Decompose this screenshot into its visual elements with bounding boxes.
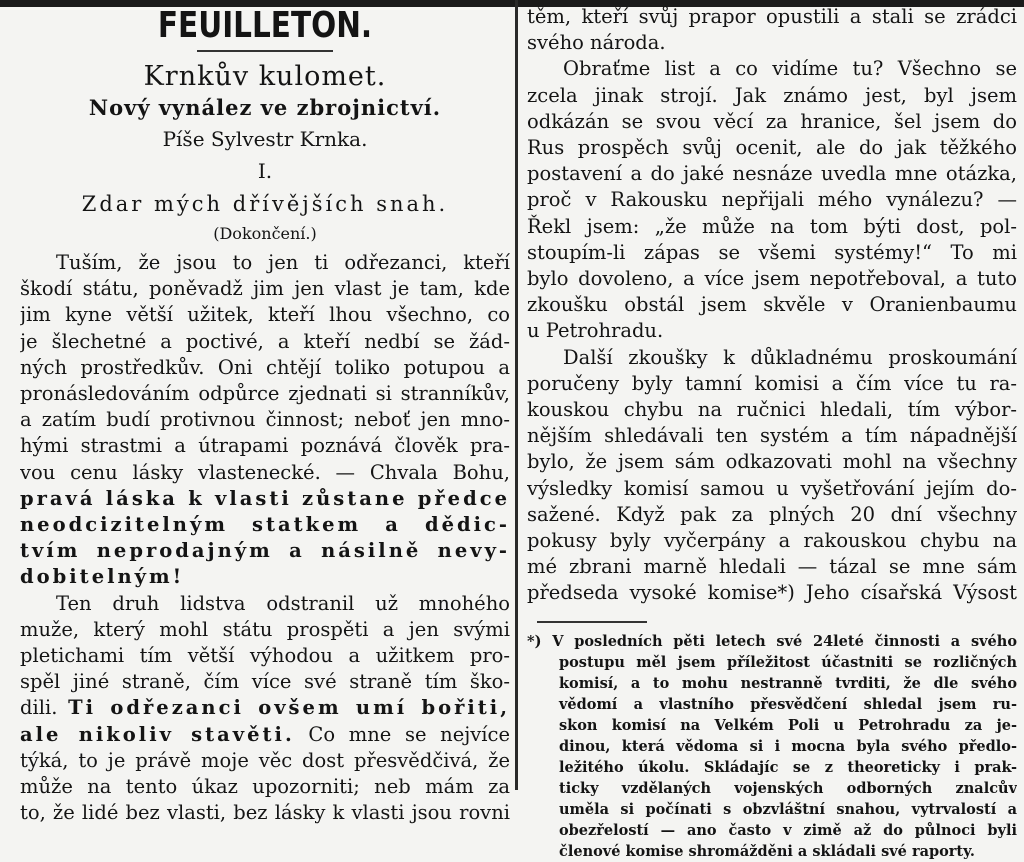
text-line: muže, který mohl státu prospěti a jen svými xyxy=(20,617,510,641)
continuation-note: (Dokončení.) xyxy=(213,224,317,243)
text-line: postavení a do jaké nesnáze uvedla mne otázka, xyxy=(527,162,1017,186)
article-author: Píše Sylvestr Krnka. xyxy=(162,127,368,151)
article-subtitle: Nový vynález ve zbrojnictví. xyxy=(88,95,442,120)
text-line: zkoušku obstál jsem skvěle v Oranienbaumu xyxy=(527,293,1017,317)
text-line: Řekl jsem: „že může na tom býti dost, pol- xyxy=(527,214,1017,238)
footnote-line: uměla si počínati s obzvláštní snahou, vytrvalostí a xyxy=(559,800,1017,818)
text-line: předseda vysoké komise*) Jeho císařská Výsost xyxy=(527,581,1017,605)
text-line: výsledky komisí samou u vyšetřování jejím do- xyxy=(527,476,1017,500)
left-column xyxy=(20,4,510,826)
text-line: nějším shledávali ten systém a tím nápadnější xyxy=(527,424,1017,448)
footnote-line: obezřelostí — ano často v zimě až do půlnoci byli xyxy=(559,821,1017,839)
emphasized-line: pravá láska k vlasti zůstane předce xyxy=(20,486,510,510)
footnote-line: skon komisí na Velkém Poli u Petrohradu za je- xyxy=(559,716,1017,734)
right-paragraph-1 xyxy=(527,56,1017,344)
text-line: Ten druh lidstva odstranil už mnohého xyxy=(56,591,510,615)
text-line: proč v Rakousku nepřijali mého vynálezu? — xyxy=(527,188,1017,212)
right-paragraph-2 xyxy=(527,345,1017,607)
footnote-line: ležitého úkolu. Skládajíc se z theoreticky i prak- xyxy=(559,758,1017,776)
text-line: škodí státu, poněvadž jim jen vlast je tam, kde xyxy=(20,277,510,301)
right-paragraph-0 xyxy=(527,4,1017,56)
text-line: stoupím-li zápas se všemi systémy!“ To mi xyxy=(527,240,1017,264)
mixed-line xyxy=(20,695,510,721)
left-paragraph-2 xyxy=(20,591,510,827)
footnote-rule xyxy=(537,621,647,623)
text-line: může na tento úkaz upozorniti; neb mám za xyxy=(20,775,510,799)
text-line: a zatím budí protivnou činnost; neboť jen mno- xyxy=(20,408,510,432)
emphasized-fragment: ale nikoliv stavěti. xyxy=(20,722,295,746)
footnote xyxy=(527,631,1017,862)
emphasized-line: dobitelným! xyxy=(20,565,185,589)
chapter-number: I. xyxy=(257,159,273,183)
text-line: kouskou chybu na ručnici hledali, tím výbor- xyxy=(527,398,1017,422)
emphasized-line: neodcizitelným statkem a dědic- xyxy=(20,513,510,537)
text-line: bylo, že jsem sám odkazovati mohl na všechny xyxy=(527,450,1017,474)
text-line: odkázán se svou věcí za hranice, šel jsem do xyxy=(527,109,1017,133)
text-line: pletichami tím větší výhodou a užitkem pro- xyxy=(20,644,510,668)
section-heading: FEUILLETON. xyxy=(157,5,373,46)
emphasized-fragment: Ti odřezanci ovšem umí bořiti, xyxy=(68,696,510,720)
text-line: bylo dovoleno, a více jsem nepotřeboval, a tuto xyxy=(527,267,1017,291)
text-line: sažené. Když pak za plných 20 dní všechny xyxy=(527,502,1017,526)
footnote-line: ticky vzdělaných vojenských odborných znalcův xyxy=(559,779,1017,797)
text-line: pokusy byly vyčerpány a rakouskou chybu na xyxy=(527,529,1017,553)
emphasized-line: tvím neprodajným a násilně nevy- xyxy=(20,539,510,563)
text-fragment: Co mne se nejvíce xyxy=(294,722,510,746)
footnote-line: dinou, která vědoma si i mocna byla svého předlo- xyxy=(559,737,1017,755)
footnote-line: postupu měl jsem příležitost účastniti se rozličných xyxy=(559,653,1017,671)
text-line: je šlechetné a poctivé, a kteří nedbí se žád- xyxy=(20,329,510,353)
chapter-title: Zdar mých dřívějších snah. xyxy=(81,192,449,216)
footnote-line: *) V posledních pěti letech své 24leté činnosti a svého xyxy=(527,632,1017,650)
article-title: Krnkův kulomet. xyxy=(143,61,387,92)
heading-underline xyxy=(197,50,333,52)
text-line: to, že lidé bez vlasti, bez lásky k vlasti jsou rovni xyxy=(20,801,510,825)
right-column xyxy=(527,4,1017,862)
text-line: vou cenu lásky vlastenecké. — Chvala Bohu, xyxy=(20,460,510,484)
text-line: týká, to je právě moje věc dost přesvědčivá, že xyxy=(20,748,510,772)
footnote-line: komisí, a to mohu nestranně tvrditi, že dle svého xyxy=(559,674,1017,692)
text-line: mé zbrani marně hledali — tázal se mne sám xyxy=(527,555,1017,579)
text-line: Další zkoušky k důkladnému proskoumání xyxy=(563,345,1017,369)
footnote-line: vědomí a vlastního přesvědčení shledal jsem ru- xyxy=(559,695,1017,713)
text-line: svého národa. xyxy=(527,31,666,55)
text-line: Rus prospěch svůj ocenit, ale do jak těžkého xyxy=(527,136,1017,160)
text-line: hými strastmi a útrapami poznává člověk pra- xyxy=(20,434,510,458)
text-line: spěl jiné straně, čím více své straně tím ško- xyxy=(20,670,510,694)
text-line: jim kyne větší užitek, kteří lhou všechno, co xyxy=(20,303,510,327)
text-line: ných prostředkův. Oni chtějí toliko potupou a xyxy=(20,355,510,379)
left-paragraph-1 xyxy=(20,250,510,591)
text-line: Tuším, že jsou to jen ti odřezanci, kteří xyxy=(56,251,510,274)
text-line: pronásledováním odpůrce zjednati si stranníkův, xyxy=(20,382,510,406)
mixed-line xyxy=(20,722,510,748)
column-separator xyxy=(515,0,518,790)
footnote-line: členové komise shromážděni a skládali své raporty. xyxy=(559,842,975,860)
text-line: poručeny byly tamní komisi a čím více tu ra- xyxy=(527,371,1017,395)
text-line: u Petrohradu. xyxy=(527,319,664,343)
text-fragment: dili. xyxy=(20,696,69,720)
text-line: těm, kteří svůj prapor opustili a stali se zrádci xyxy=(527,5,1017,28)
text-line: zcela jinak strojí. Jak známo jest, byl jsem xyxy=(527,83,1017,107)
text-line: Obraťme list a co vidíme tu? Všechno se xyxy=(563,57,1017,81)
